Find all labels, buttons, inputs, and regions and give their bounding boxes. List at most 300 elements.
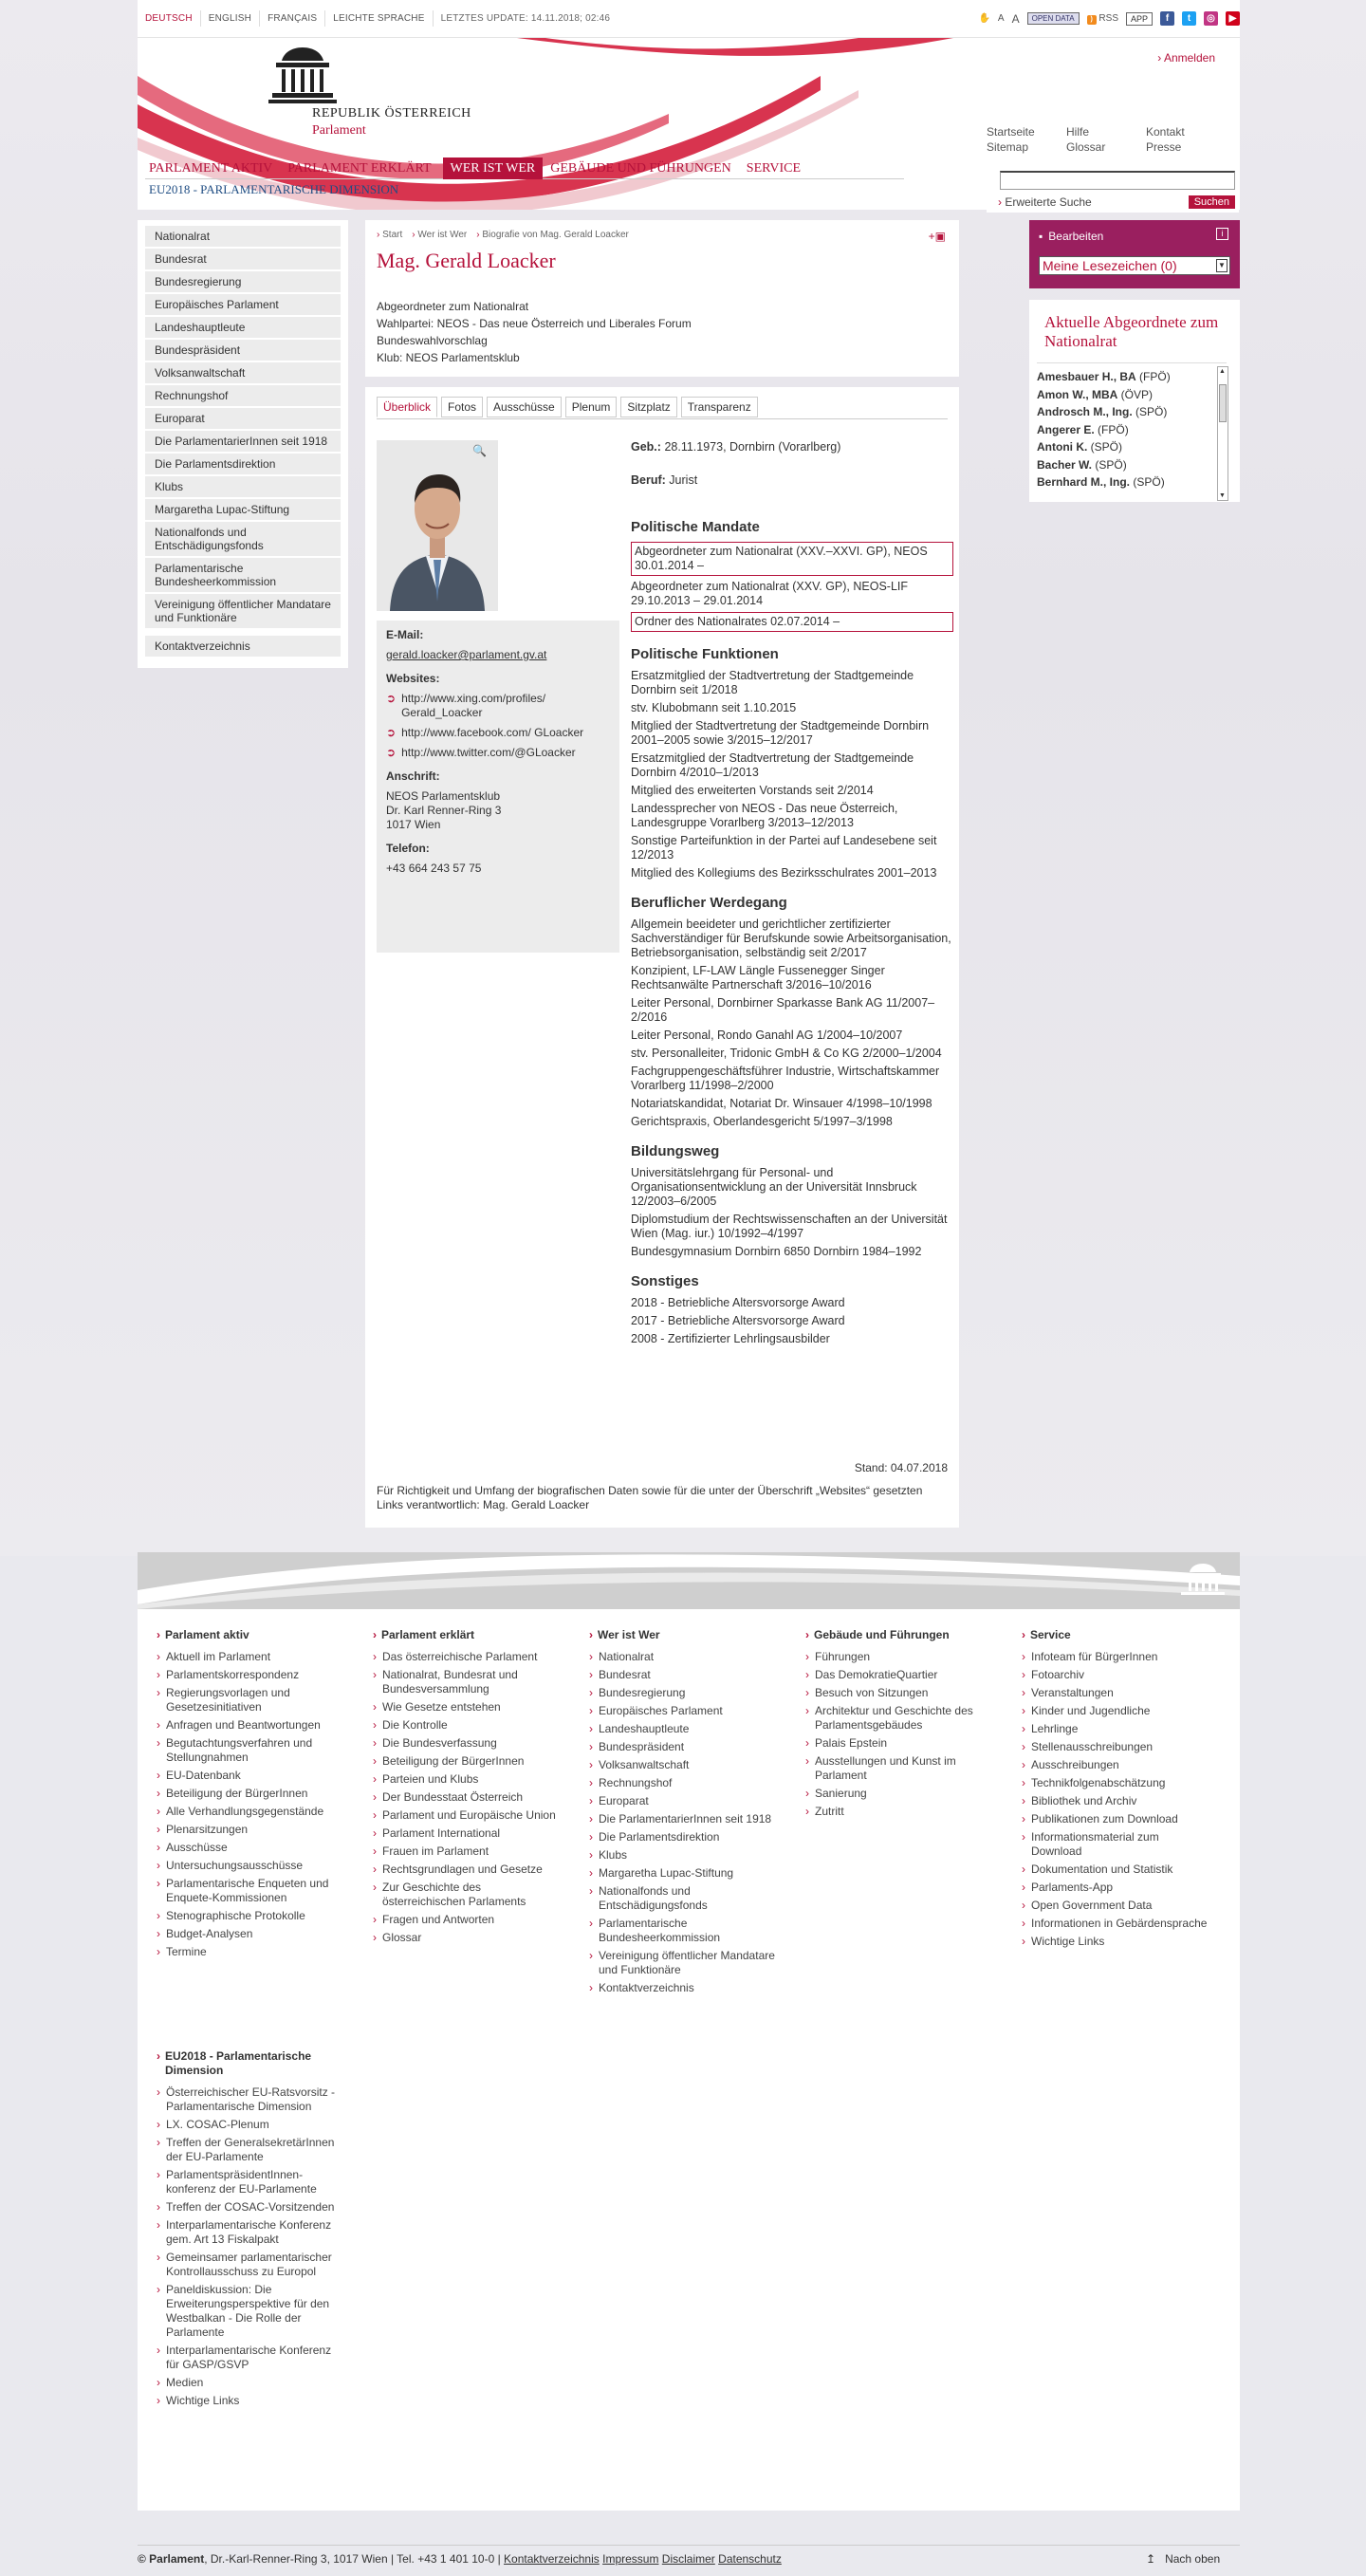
edit-label: Bearbeiten xyxy=(1048,230,1104,243)
footer-column-label: Wer ist Wer xyxy=(598,1628,660,1641)
website-link[interactable] xyxy=(386,692,610,720)
footer-link[interactable] xyxy=(1022,1899,1211,1913)
brand-republik: REPUBLIK ÖSTERREICH xyxy=(312,106,471,120)
chevron-right-icon: › xyxy=(476,230,480,240)
kontakt-link[interactable]: Kontakt xyxy=(1146,125,1185,139)
mp-party: (ÖVP) xyxy=(1120,387,1154,401)
chevron-right-icon: › xyxy=(157,2376,160,2389)
footer-link[interactable] xyxy=(157,2136,337,2164)
footer-link[interactable] xyxy=(1022,1650,1211,1664)
chevron-right-icon: › xyxy=(589,1758,593,1771)
info-icon[interactable]: i xyxy=(1216,228,1228,240)
footer-link[interactable] xyxy=(805,1805,995,1819)
footer-link-label: Landeshauptleute xyxy=(599,1722,690,1735)
presse-link[interactable]: Presse xyxy=(1146,140,1182,154)
footer-link[interactable] xyxy=(157,1718,346,1733)
app-link[interactable]: APP xyxy=(1126,12,1153,26)
footer-link[interactable] xyxy=(373,1718,563,1733)
footer-column-label: Gebäude und Führungen xyxy=(814,1628,950,1641)
footer-link-label: Palais Epstein xyxy=(815,1736,888,1750)
footer-link[interactable] xyxy=(1022,1668,1211,1682)
bio-item: Mitglied der Stadtvertretung der Stadtgemeinde Dornbirn 2001–2005 sowie 3/2015–12/2017 xyxy=(631,719,930,747)
chevron-right-icon: › xyxy=(589,1776,593,1789)
bio-item: stv. Klubobmann seit 1.10.2015 xyxy=(631,701,797,714)
footer-link[interactable] xyxy=(157,2283,337,2340)
scroll-down-icon[interactable]: ▼ xyxy=(1219,492,1226,499)
footer-link-label: Bibliothek und Archiv xyxy=(1031,1794,1137,1807)
bio-item: 2017 - Betriebliche Altersvorsorge Award xyxy=(631,1314,845,1327)
chevron-right-icon: › xyxy=(157,1736,160,1750)
footer-link[interactable] xyxy=(373,1700,563,1714)
address-line: 1017 Wien xyxy=(386,818,441,831)
scrollbar-thumb[interactable] xyxy=(1219,384,1227,422)
sidebar-item[interactable]: Kontaktverzeichnis xyxy=(145,636,341,657)
footer-link[interactable] xyxy=(373,1650,563,1664)
external-link-icon: ➲ xyxy=(386,746,397,759)
chevron-right-icon: › xyxy=(373,1913,377,1926)
website-link[interactable] xyxy=(386,746,610,760)
footer-link[interactable] xyxy=(589,1830,779,1844)
mps-scrollbar[interactable] xyxy=(1217,366,1228,501)
footer-link-label: Die Bundesverfassung xyxy=(382,1736,497,1750)
login-label: Anmelden xyxy=(1163,51,1215,65)
footer-column-title[interactable] xyxy=(157,1628,346,1642)
bio-item: Leiter Personal, Rondo Ganahl AG 1/2004–10/2007 xyxy=(631,1029,903,1042)
twitter-icon[interactable]: t xyxy=(1182,11,1196,26)
parliament-logo-icon[interactable] xyxy=(263,44,343,110)
footer-column xyxy=(373,1628,563,1949)
footer-link[interactable] xyxy=(157,1686,346,1714)
footer-link[interactable] xyxy=(1022,1812,1211,1826)
site-footer xyxy=(138,1552,1240,2511)
footer-link[interactable] xyxy=(157,2251,337,2279)
chevron-right-icon: › xyxy=(1022,1722,1025,1735)
biography xyxy=(631,440,953,1350)
sidebar-item[interactable]: Vereinigung öffentlicher Mandatare und Funktionäre xyxy=(145,594,341,628)
lang-english[interactable]: ENGLISH xyxy=(201,10,260,27)
footer-link-label: Österreichischer EU-Ratsvorsitz - Parlamentarische Dimension xyxy=(166,2085,336,2113)
mp-list-item[interactable] xyxy=(1037,438,1217,456)
footer-link[interactable] xyxy=(373,1881,563,1909)
footer-link[interactable] xyxy=(373,1913,563,1927)
page-title: Mag. Gerald Loacker xyxy=(377,249,556,272)
footer-link[interactable] xyxy=(589,1981,779,1995)
mp-party: (FPÖ) xyxy=(1139,370,1171,383)
glossar-link[interactable]: Glossar xyxy=(1066,140,1106,154)
footer-link[interactable] xyxy=(805,1787,995,1801)
footer-column xyxy=(589,1628,779,1999)
edit-bullet-icon: ▪ xyxy=(1039,230,1043,243)
mp-name: Bernhard M., Ing. xyxy=(1037,475,1131,489)
search-input[interactable] xyxy=(1000,171,1235,190)
intro-line: Klub: NEOS Parlamentsklub xyxy=(377,351,520,364)
footer-link[interactable] xyxy=(157,2344,337,2372)
footer-link-label: Die Parlamentsdirektion xyxy=(599,1830,720,1844)
footer-link[interactable] xyxy=(373,1754,563,1769)
bookmarks-select[interactable] xyxy=(1039,256,1230,275)
footer-logo-icon[interactable] xyxy=(1175,1562,1230,1600)
footer-link-label: Parlamentarische Bundesheerkommission xyxy=(599,1917,721,1944)
subnav-eu2018[interactable]: EU2018 - PARLAMENTARISCHE DIMENSION xyxy=(149,182,399,196)
footer-link[interactable] xyxy=(157,1650,346,1664)
chevron-right-icon: › xyxy=(589,1628,593,1641)
sidebar-item[interactable]: Die ParlamentarierInnen seit 1918 xyxy=(145,431,341,452)
footer-link[interactable] xyxy=(373,1826,563,1841)
address-line: NEOS Parlamentsklub xyxy=(386,789,501,803)
footer-link[interactable] xyxy=(589,1848,779,1863)
search-button[interactable]: Suchen xyxy=(1189,195,1235,209)
chevron-right-icon: › xyxy=(1022,1917,1025,1930)
sidebar-item[interactable]: Bundespräsident xyxy=(145,340,341,361)
mp-list-item[interactable] xyxy=(1037,403,1217,421)
footer-column-title[interactable] xyxy=(589,1628,779,1642)
footer-link-disclaimer[interactable]: Disclaimer xyxy=(661,2552,715,2566)
footer-link[interactable] xyxy=(157,1927,346,1941)
chevron-right-icon: › xyxy=(157,1668,160,1681)
tab-ausschuesse[interactable]: Ausschüsse xyxy=(487,397,562,417)
lang-deutsch[interactable]: DEUTSCH xyxy=(138,10,201,27)
footer-link-label: Frauen im Parlament xyxy=(382,1844,489,1858)
footer-link[interactable] xyxy=(373,1772,563,1787)
sidebar-item[interactable]: Klubs xyxy=(145,476,341,497)
footer-link[interactable] xyxy=(373,1844,563,1859)
bio-item: Fachgruppengeschäftsführer Industrie, Wirtschaftskammer Vorarlberg 11/1998–2/2000 xyxy=(631,1065,940,1092)
tab-sitzplatz[interactable]: Sitzplatz xyxy=(620,397,676,417)
footer-link-label: Vereinigung öffentlicher Mandatare und Funktionäre xyxy=(599,1949,775,1976)
portrait-image xyxy=(377,440,498,611)
scroll-up-icon[interactable]: ▲ xyxy=(1219,368,1226,375)
footer-link[interactable] xyxy=(589,1776,779,1790)
contact-box xyxy=(377,621,619,953)
open-data-link[interactable]: OPEN DATA xyxy=(1027,12,1080,25)
footer-link[interactable] xyxy=(589,1812,779,1826)
sidebar-item[interactable]: Die Parlamentsdirektion xyxy=(145,454,341,474)
footer-link[interactable] xyxy=(157,2218,337,2247)
profession-info xyxy=(631,473,953,488)
bio-item: Mitglied des Kollegiums des Bezirksschulrates 2001–2013 xyxy=(631,866,937,880)
lang-leichte-sprache[interactable]: LEICHTE SPRACHE xyxy=(325,10,433,27)
tab-plenum[interactable]: Plenum xyxy=(565,397,618,417)
footer-band xyxy=(138,1552,1240,1609)
edit-title[interactable] xyxy=(1039,230,1103,243)
footer-link[interactable] xyxy=(157,1823,346,1837)
footer-link-label: Nationalrat, Bundesrat und Bundesversammlung xyxy=(382,1668,518,1696)
bio-item: Abgeordneter zum Nationalrat (XXV. GP), NEOS-LIF 29.10.2013 – 29.01.2014 xyxy=(631,580,909,607)
footer-link[interactable] xyxy=(589,1722,779,1736)
advanced-search-link[interactable] xyxy=(998,195,1092,209)
footer-link[interactable] xyxy=(373,1931,563,1945)
footer-column xyxy=(805,1628,995,1823)
breadcrumb-current xyxy=(476,230,629,240)
birth-value: 28.11.1973, Dornbirn (Vorarlberg) xyxy=(664,440,841,454)
footer-link-label: Medien xyxy=(166,2376,204,2389)
footer-link[interactable] xyxy=(1022,1686,1211,1700)
footer-link[interactable] xyxy=(1022,1776,1211,1790)
footer-link[interactable] xyxy=(589,1949,779,1977)
copyright-bar xyxy=(138,2552,782,2566)
footer-link[interactable] xyxy=(1022,1794,1211,1808)
left-sidebar xyxy=(138,220,348,668)
footer-column-title[interactable] xyxy=(805,1628,995,1642)
footer-link-datenschutz[interactable]: Datenschutz xyxy=(718,2552,782,2566)
chevron-right-icon: › xyxy=(805,1686,809,1699)
email-link[interactable]: gerald.loacker@parlament.gv.at xyxy=(386,648,547,661)
footer-link[interactable] xyxy=(589,1650,779,1664)
footer-link-label: Parteien und Klubs xyxy=(382,1772,479,1786)
rss-icon: ) xyxy=(1087,15,1097,25)
portrait-photo[interactable] xyxy=(377,440,498,611)
footer-link[interactable] xyxy=(157,1805,346,1819)
rss-link[interactable] xyxy=(1087,13,1118,25)
nav-gebaeude[interactable]: GEBÄUDE UND FÜHRUNGEN xyxy=(550,161,731,176)
chevron-right-icon: › xyxy=(373,1700,377,1714)
chevron-right-icon: › xyxy=(157,1686,160,1699)
footer-column-label: Parlament erklärt xyxy=(381,1628,475,1641)
intro-line: Abgeordneter zum Nationalrat xyxy=(377,300,529,313)
external-link-icon: ➲ xyxy=(386,692,397,705)
footer-link-label: Beteiligung der BürgerInnen xyxy=(166,1787,308,1800)
footer-link[interactable] xyxy=(1022,1863,1211,1877)
footer-link[interactable] xyxy=(157,1859,346,1873)
chevron-right-icon: › xyxy=(373,1881,377,1894)
footer-link-label: Zutritt xyxy=(815,1805,844,1818)
footer-link[interactable] xyxy=(157,2118,337,2132)
chevron-right-icon: › xyxy=(157,2251,160,2264)
breadcrumb-start[interactable] xyxy=(377,230,402,240)
footer-link-label: Paneldiskussion: Die Erweiterungsperspektive für den Westbalkan - Die Rolle der Parlamente xyxy=(166,2283,330,2339)
footer-link[interactable] xyxy=(1022,1830,1211,1859)
footer-link[interactable] xyxy=(589,1668,779,1682)
mp-list-item[interactable] xyxy=(1037,386,1217,404)
facebook-icon[interactable]: f xyxy=(1160,11,1174,26)
footer-link[interactable] xyxy=(157,1909,346,1923)
mp-list-item[interactable] xyxy=(1037,456,1217,474)
footer-link[interactable] xyxy=(589,1866,779,1881)
birth-label: Geb.: xyxy=(631,440,661,454)
footer-link[interactable] xyxy=(1022,1881,1211,1895)
mp-party: (FPÖ) xyxy=(1098,422,1129,436)
footer-link-label: Interparlamentarische Konferenz gem. Art 13 Fiskalpakt xyxy=(166,2218,332,2246)
footer-link[interactable] xyxy=(157,2168,337,2196)
footer-link[interactable] xyxy=(1022,1722,1211,1736)
chevron-right-icon: › xyxy=(157,1927,160,1940)
footer-link-label: Europarat xyxy=(599,1794,649,1807)
footer-link-label: Ausschüsse xyxy=(166,1841,228,1854)
brand-parlament: Parlament xyxy=(312,123,366,138)
footer-link-label: Rechtsgrundlagen und Gesetze xyxy=(382,1863,543,1876)
footer-column xyxy=(1022,1628,1211,1953)
external-link-icon: ➲ xyxy=(386,726,397,739)
footer-link[interactable] xyxy=(1022,1758,1211,1772)
chevron-right-icon: › xyxy=(157,1945,160,1958)
mp-name: Bacher W. xyxy=(1037,457,1093,472)
footer-link[interactable] xyxy=(1022,1935,1211,1949)
footer-link[interactable] xyxy=(157,2085,337,2114)
bookmark-add-icon[interactable]: +▣ xyxy=(928,230,946,243)
sitemap-link[interactable]: Sitemap xyxy=(987,140,1029,154)
mp-list-item[interactable] xyxy=(1037,473,1217,491)
tab-ueberblick[interactable]: Überblick xyxy=(377,397,437,417)
sidebar-item[interactable]: Volksanwaltschaft xyxy=(145,362,341,383)
bio-section-title: Sonstiges xyxy=(631,1273,699,1289)
chevron-right-icon: › xyxy=(157,1841,160,1854)
footer-link[interactable] xyxy=(805,1650,995,1664)
footer-link-label: Open Government Data xyxy=(1031,1899,1153,1912)
chevron-right-icon: › xyxy=(589,1917,593,1930)
footer-link[interactable] xyxy=(805,1754,995,1783)
sidebar-item[interactable]: Europarat xyxy=(145,408,341,429)
mp-name: Angerer E. xyxy=(1037,422,1095,436)
page-wrapper xyxy=(138,0,1240,1511)
footer-link-label: Gemeinsamer parlamentarischer Kontrollausschuss zu Europol xyxy=(166,2251,332,2278)
edit-box xyxy=(1029,220,1240,288)
sidebar-item[interactable]: Bundesrat xyxy=(145,249,341,269)
tab-fotos[interactable]: Fotos xyxy=(441,397,483,417)
sign-language-icon[interactable]: ✋ xyxy=(978,13,990,24)
footer-link-label: Stellenausschreibungen xyxy=(1031,1740,1154,1753)
chevron-right-icon: › xyxy=(589,1704,593,1717)
footer-link-label: Zur Geschichte des österreichischen Parlaments xyxy=(382,1881,526,1908)
chevron-right-icon: › xyxy=(805,1628,809,1641)
mp-list-item[interactable] xyxy=(1037,421,1217,439)
footer-link[interactable] xyxy=(373,1668,563,1696)
main-content xyxy=(365,387,959,1528)
chevron-right-icon: › xyxy=(377,230,380,240)
profession-value: Jurist xyxy=(669,473,698,487)
chevron-right-icon: › xyxy=(805,1787,809,1800)
footer-link[interactable] xyxy=(589,1794,779,1808)
sidebar-item[interactable]: Nationalfonds und Entschädigungsfonds xyxy=(145,522,341,556)
tab-transparenz[interactable]: Transparenz xyxy=(681,397,758,417)
chevron-right-icon: › xyxy=(157,2118,160,2131)
footer-link[interactable] xyxy=(157,1769,346,1783)
footer-link[interactable] xyxy=(805,1736,995,1751)
footer-link[interactable] xyxy=(157,1787,346,1801)
footer-link[interactable] xyxy=(157,2376,337,2390)
chevron-right-icon: › xyxy=(157,2168,160,2181)
bio-item: 2008 - Zertifizierter Lehrlingsausbilder xyxy=(631,1332,830,1345)
footer-link[interactable] xyxy=(157,1877,346,1905)
login-link[interactable] xyxy=(1150,47,1223,68)
chevron-right-icon: › xyxy=(1022,1704,1025,1717)
footer-link[interactable] xyxy=(157,1668,346,1682)
footer-link[interactable] xyxy=(589,1740,779,1754)
last-modified: Stand: 04.07.2018 xyxy=(854,1461,948,1474)
footer-link-kontaktverzeichnis[interactable]: Kontaktverzeichnis xyxy=(504,2552,600,2566)
footer-column-title[interactable] xyxy=(1022,1628,1211,1642)
footer-link[interactable] xyxy=(157,2200,337,2215)
footer-link-label: Begutachtungsverfahren und Stellungnahmen xyxy=(166,1736,313,1764)
lang-francais[interactable]: FRANÇAIS xyxy=(260,10,325,27)
advanced-search-label: Erweiterte Suche xyxy=(1005,195,1092,209)
breadcrumb-wer-ist-wer[interactable] xyxy=(412,230,467,240)
footer-link-impressum[interactable]: Impressum xyxy=(602,2552,659,2566)
startseite-link[interactable]: Startseite xyxy=(987,125,1035,139)
chevron-right-icon: › xyxy=(157,1823,160,1836)
footer-link[interactable] xyxy=(157,1736,346,1765)
footer-link-label: Rechnungshof xyxy=(599,1776,673,1789)
footer-link[interactable] xyxy=(1022,1917,1211,1931)
chevron-down-icon: ▼ xyxy=(1216,259,1228,272)
mp-list-item[interactable] xyxy=(1037,368,1217,386)
font-size-large-icon[interactable]: A xyxy=(1011,11,1020,26)
footer-link[interactable] xyxy=(589,1686,779,1700)
footer-link[interactable] xyxy=(373,1736,563,1751)
sidebar-item[interactable]: Europäisches Parlament xyxy=(145,294,341,315)
youtube-icon[interactable]: ▶ xyxy=(1226,11,1240,26)
nav-parlament-aktiv[interactable]: PARLAMENT AKTIV xyxy=(149,161,273,176)
copyright-text: , Dr.-Karl-Renner-Ring 3, 1017 Wien | Tel. +43 1 401 10-0 | xyxy=(204,2552,505,2566)
footer-link-label: Budget-Analysen xyxy=(166,1927,253,1940)
chevron-right-icon: › xyxy=(589,1981,593,1994)
sidebar-item[interactable]: Landeshauptleute xyxy=(145,317,341,338)
footer-column-title[interactable] xyxy=(157,2049,337,2078)
chevron-right-icon: › xyxy=(157,2200,160,2214)
sidebar-item[interactable]: Rechnungshof xyxy=(145,385,341,406)
instagram-icon[interactable]: ◎ xyxy=(1204,11,1218,26)
chevron-right-icon: › xyxy=(1022,1881,1025,1894)
footer-link[interactable] xyxy=(589,1884,779,1913)
footer-column-label: Parlament aktiv xyxy=(165,1628,249,1641)
language-switcher xyxy=(138,10,618,27)
footer-link[interactable] xyxy=(157,2394,337,2408)
address-label: Anschrift: xyxy=(386,769,440,783)
nav-wer-ist-wer[interactable]: WER IST WER xyxy=(443,158,544,179)
chevron-right-icon: › xyxy=(589,1794,593,1807)
font-size-small-icon[interactable]: A xyxy=(997,13,1005,24)
sidebar-item[interactable]: Parlamentarische Bundesheerkommission xyxy=(145,558,341,592)
chevron-right-icon: › xyxy=(805,1704,809,1717)
footer-link[interactable] xyxy=(373,1790,563,1805)
footer-link-label: Kinder und Jugendliche xyxy=(1031,1704,1151,1717)
footer-link[interactable] xyxy=(157,1841,346,1855)
hilfe-link[interactable]: Hilfe xyxy=(1066,125,1090,139)
footer-link[interactable] xyxy=(805,1686,995,1700)
footer-link[interactable] xyxy=(1022,1740,1211,1754)
footer-link-label: Treffen der GeneralsekretärInnen der EU-Parlamente xyxy=(166,2136,335,2163)
chevron-right-icon: › xyxy=(1022,1863,1025,1876)
chevron-right-icon: › xyxy=(157,2085,160,2099)
footer-column-title[interactable] xyxy=(373,1628,563,1642)
zoom-icon[interactable]: 🔍 xyxy=(472,444,487,457)
mp-name: Amesbauer H., BA xyxy=(1037,370,1136,383)
website-link[interactable] xyxy=(386,726,610,740)
footer-link[interactable] xyxy=(805,1704,995,1733)
back-to-top-link[interactable] xyxy=(1146,2552,1220,2566)
nav-service[interactable]: SERVICE xyxy=(746,161,802,176)
nav-parlament-erklaert[interactable]: PARLAMENT ERKLÄRT xyxy=(287,161,432,176)
footer-link[interactable] xyxy=(589,1917,779,1945)
footer-link[interactable] xyxy=(373,1808,563,1823)
footer-link[interactable] xyxy=(589,1758,779,1772)
website-url: http://www.facebook.com/ GLoacker xyxy=(401,726,584,739)
sidebar-item[interactable]: Nationalrat xyxy=(145,226,341,247)
footer-link[interactable] xyxy=(1022,1704,1211,1718)
footer-link[interactable] xyxy=(373,1863,563,1877)
footer-link-label: Interparlamentarische Konferenz für GASP/GSVP xyxy=(166,2344,332,2371)
footer-link-label: Wichtige Links xyxy=(1031,1935,1105,1948)
sidebar-item[interactable]: Bundesregierung xyxy=(145,271,341,292)
chevron-right-icon: › xyxy=(1022,1812,1025,1825)
footer-link[interactable] xyxy=(589,1704,779,1718)
mp-name: Amon W., MBA xyxy=(1037,387,1118,401)
websites-label: Websites: xyxy=(386,672,440,685)
chevron-right-icon: › xyxy=(373,1718,377,1732)
footer-link[interactable] xyxy=(805,1668,995,1682)
chevron-right-icon: › xyxy=(157,1859,160,1872)
sidebar-item[interactable]: Margaretha Lupac-Stiftung xyxy=(145,499,341,520)
footer-link[interactable] xyxy=(157,1945,346,1959)
